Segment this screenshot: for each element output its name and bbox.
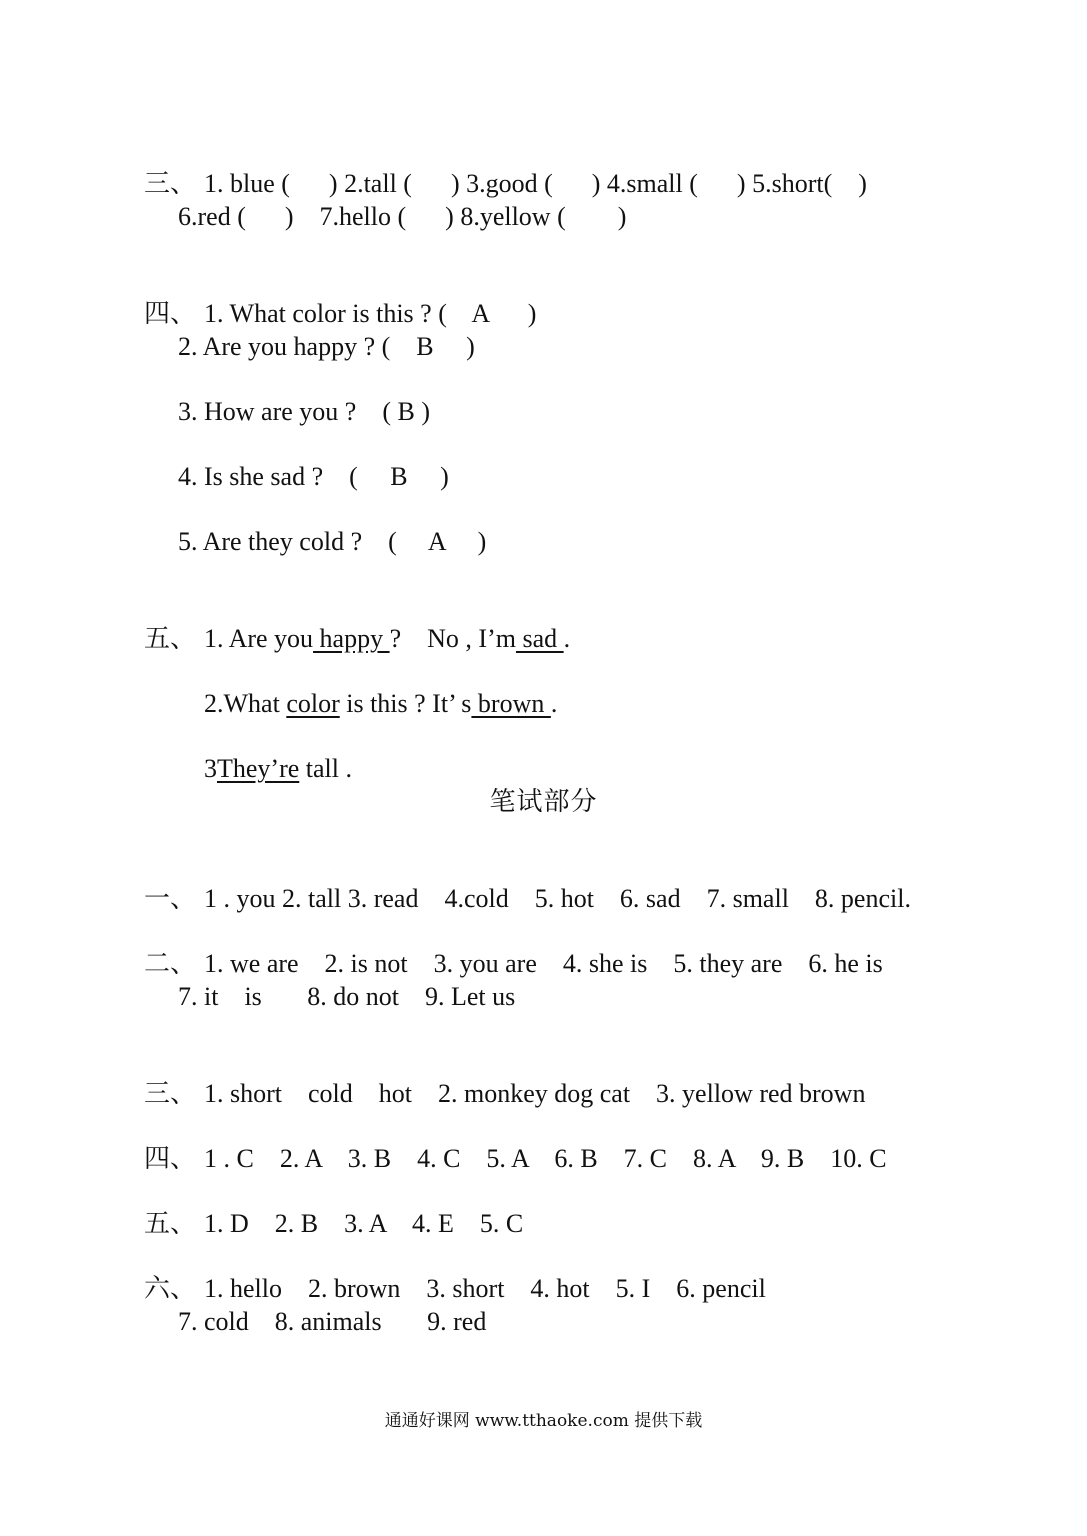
answer-text: 1. D 2. B 3. A 4. E 5. C xyxy=(204,1209,524,1238)
oral-s3-line2: 6.red ( ) 7.hello ( ) 8.yellow ( ) xyxy=(178,202,627,231)
section-marker: 五、 xyxy=(144,1209,197,1239)
oral-s4-q5: 5. Are they cold ? ( A ) xyxy=(178,527,487,556)
answer-text: 3 xyxy=(204,754,217,783)
section-marker: 三、 xyxy=(144,169,197,199)
section-marker: 五、 xyxy=(144,624,197,654)
written-section-title: 笔试部分 xyxy=(489,787,598,817)
answer-text: . xyxy=(550,689,558,718)
underlined-answer: happy xyxy=(313,624,390,653)
oral-s4-q2: 2. Are you happy ? ( B ) xyxy=(178,332,475,361)
answer-text: 1 . C 2. A 3. B 4. C 5. A 6. B 7. C 8. A 9. B 10. C xyxy=(204,1144,887,1173)
written-s2-line2: 7. it is 8. do not 9. Let us xyxy=(178,982,516,1011)
underlined-answer: brown xyxy=(471,689,551,718)
underlined-answer: color xyxy=(286,689,340,718)
written-s6-line2: 7. cold 8. animals 9. red xyxy=(178,1307,487,1336)
answer-text: is this ? It’ s xyxy=(339,689,472,718)
section-marker: 一、 xyxy=(144,884,197,914)
answer-text: 1. Are you xyxy=(204,624,314,653)
section-marker: 二、 xyxy=(144,949,197,979)
answer-text: ? No , I’m xyxy=(389,624,516,653)
answer-text: 1. hello 2. brown 3. short 4. hot 5. I 6. pencil xyxy=(204,1274,766,1303)
section-marker: 四、 xyxy=(144,299,197,329)
answer-text: 1. blue ( ) 2.tall ( ) 3.good ( ) 4.small ( ) 5.short( ) xyxy=(204,169,867,198)
underlined-answer: sad xyxy=(515,624,564,653)
underlined-answer: They’re xyxy=(217,754,300,783)
page-footer: 通通好课网 www.tthaoke.com 提供下载 xyxy=(384,1411,703,1431)
answer-text: tall . xyxy=(299,754,352,783)
answer-text: . xyxy=(563,624,571,653)
answer-text: 1. short cold hot 2. monkey dog cat 3. yellow red brown xyxy=(204,1079,866,1108)
answer-text: 2.What xyxy=(204,689,287,718)
answer-text: 1 . you 2. tall 3. read 4.cold 5. hot 6. sad 7. small 8. pencil. xyxy=(204,884,911,913)
section-marker: 四、 xyxy=(144,1144,197,1174)
section-marker: 六、 xyxy=(144,1274,197,1304)
oral-s4-q4: 4. Is she sad ? ( B ) xyxy=(178,462,449,491)
answer-text: 1. What color is this ? ( A ) xyxy=(204,299,537,328)
answer-text: 1. we are 2. is not 3. you are 4. she is 5. they are 6. he is xyxy=(204,949,883,978)
section-marker: 三、 xyxy=(144,1079,197,1109)
oral-s4-q3: 3. How are you ? ( B ) xyxy=(178,397,430,426)
